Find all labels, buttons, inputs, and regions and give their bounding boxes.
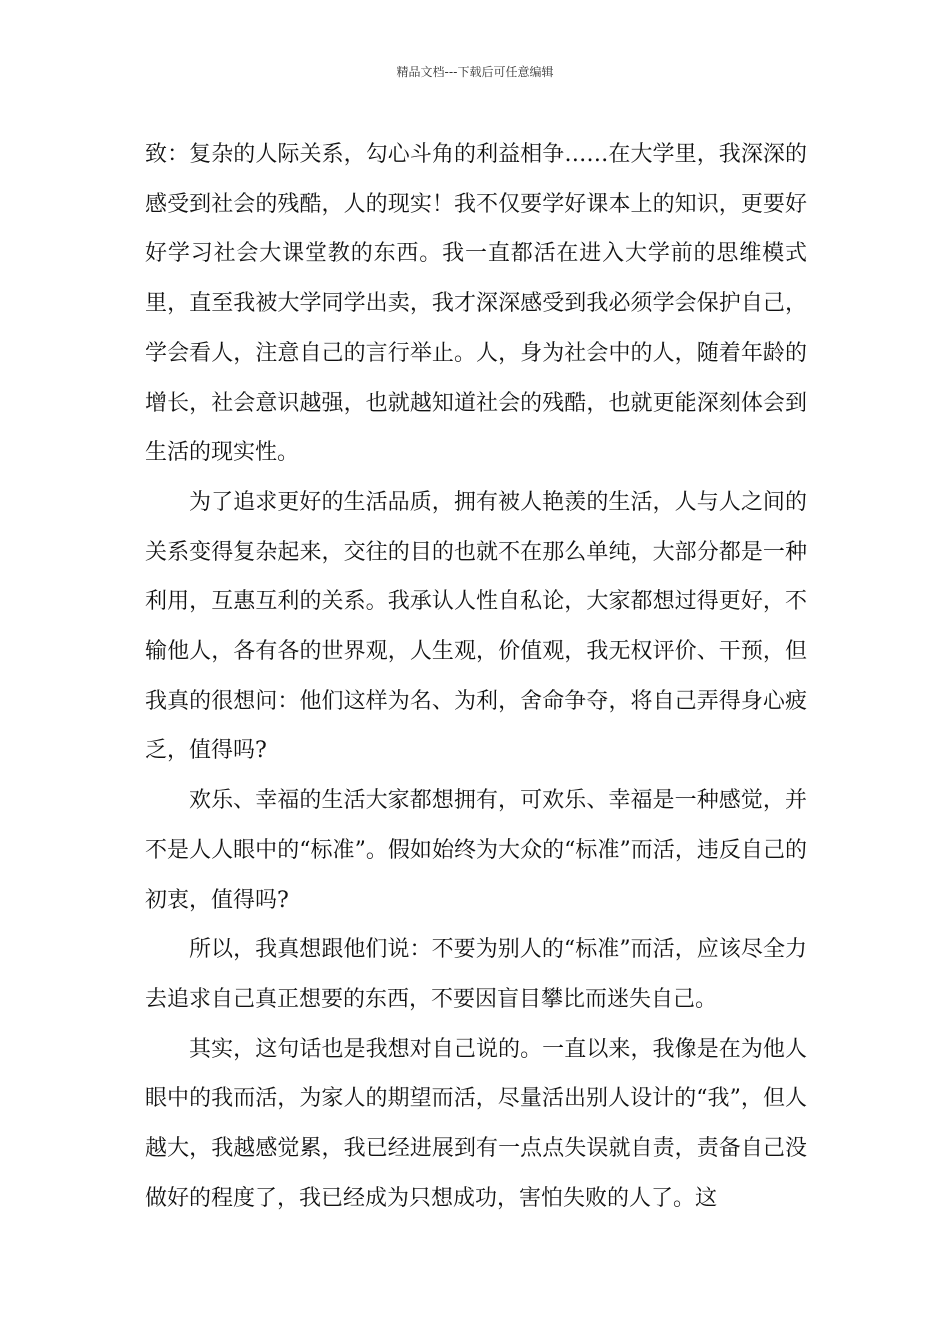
paragraph-2: 为了追求更好的生活品质，拥有被人艳羡的生活，人与人之间的关系变得复杂起来，交往的目的也就不在那么单纯，大部分都是一种利用，互惠互利的关系。我承认人性自私论，大家都想过得更好，不输他人，各有各的世界观，人生观，价值观，我无权评价、干预，但我真的很想问：他们这样为名、为利，舍命争夺，将自己弄得身心疲乏，值得吗? [145,489,807,764]
paragraph-5: 其实，这句话也是我想对自己说的。一直以来，我像是在为他人眼中的我而活，为家人的期望而活，尽量活出别人设计的“我”，但人越大，我越感觉累，我已经进展到有一点点失误就自责，责备自己没做好的程度了，我已经成为只想成功，害怕失败的人了。这 [145,1036,807,1211]
document-body [145,130,807,1223]
paragraph-1: 致：复杂的人际关系，勾心斗角的利益相争……在大学里，我深深的感受到社会的残酷，人的现实！我不仅要学好课本上的知识，更要好好学习社会大课堂教的东西。我一直都活在进入大学前的思维模式里，直至我被大学同学出卖，我才深深感受到我必须学会保护自己，学会看人，注意自己的言行举止。人，身为社会中的人，随着年龄的增长，社会意识越强，也就越知道社会的残酷，也就更能深刻体会到生活的现实性。 [145,142,807,466]
paragraph-4: 所以，我真想跟他们说：不要为别人的“标准”而活，应该尽全力去追求自己真正想要的东西，不要因盲目攀比而迷失自己。 [145,937,807,1012]
paragraph-3: 欢乐、幸福的生活大家都想拥有，可欢乐、幸福是一种感觉，并不是人人眼中的“标准”。假如始终为大众的“标准”而活，违反自己的初衷，值得吗? [145,788,807,913]
page-header: 精品文档---下载后可任意编辑 [396,65,554,79]
